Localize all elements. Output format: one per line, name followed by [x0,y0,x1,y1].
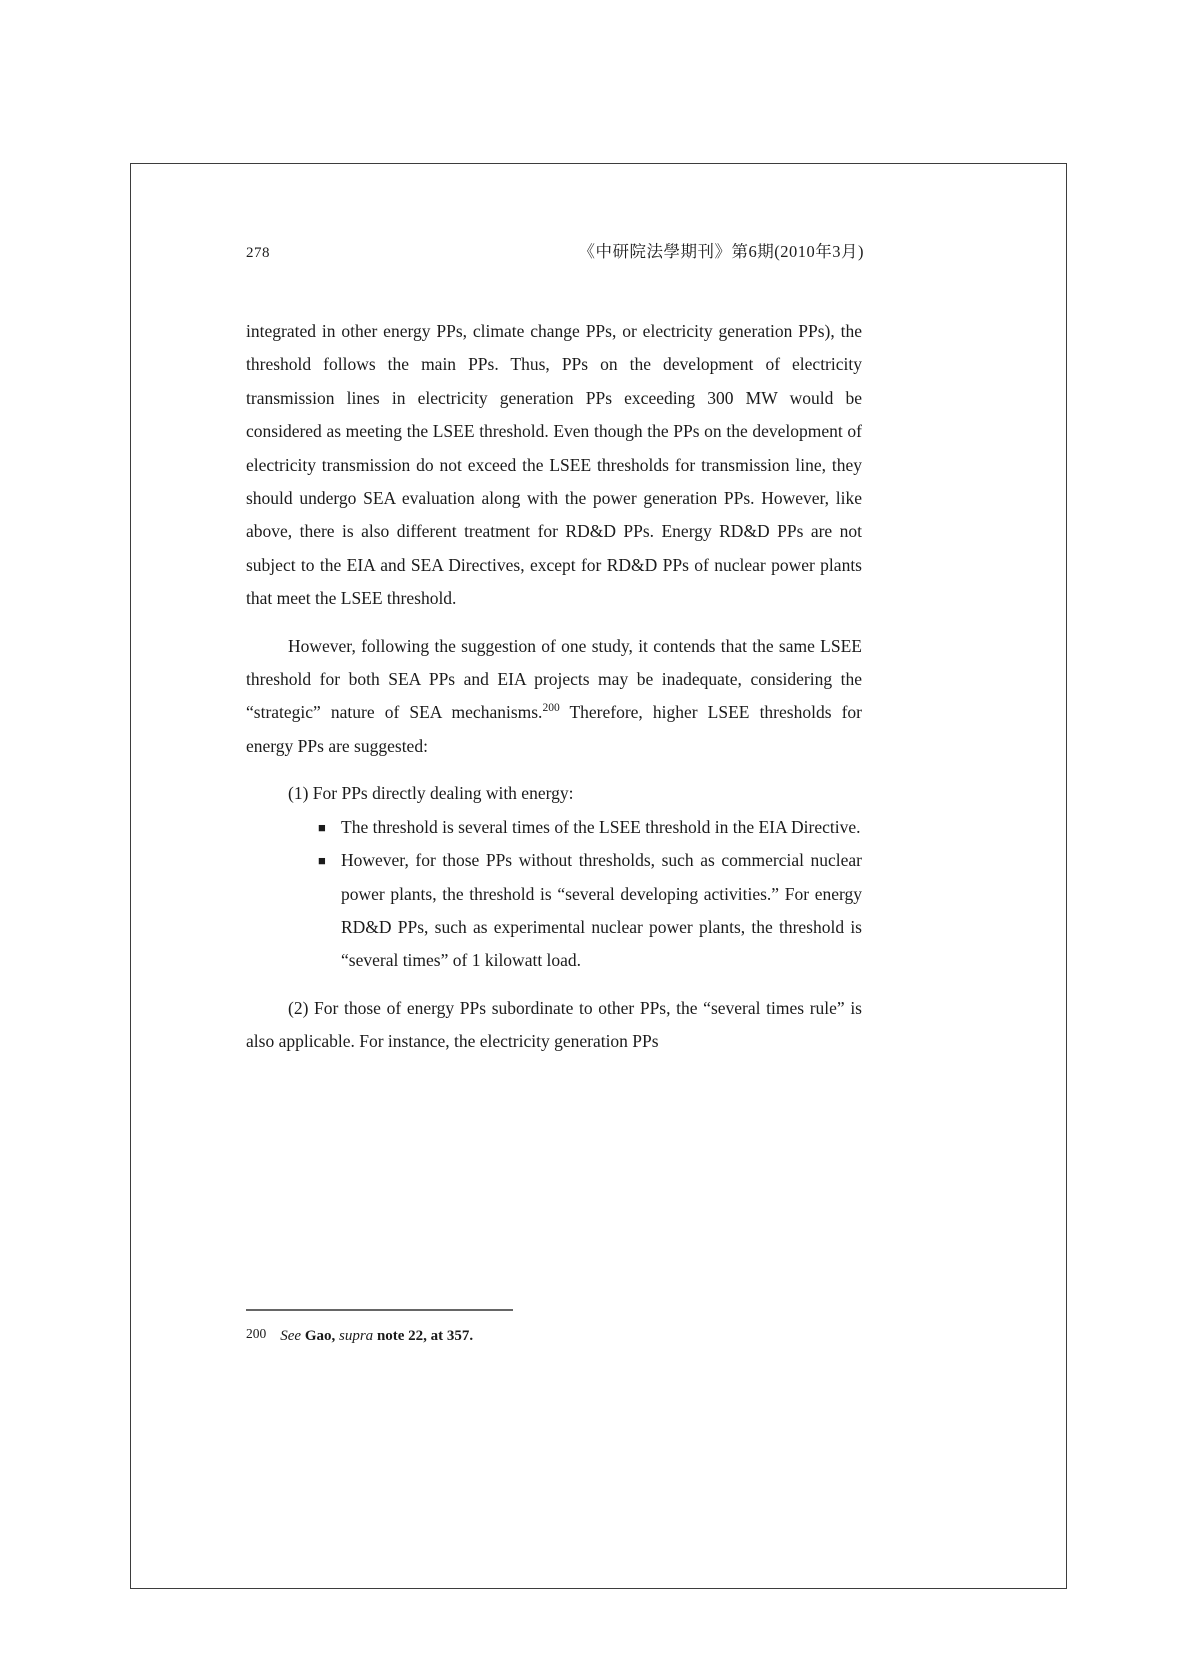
page-frame [130,163,1067,1589]
footnote-citation: note 22, at 357. [373,1328,474,1344]
para-suggestion-text: However, following the suggestion of one study, it contends that the same LSEE threshold for both SEA PPs and EIA projects may be inadequate, considering the “strategic” nature of SEA mechanisms. [246,635,862,723]
footnote-number: 200 [246,1326,267,1341]
bullet-text: The threshold is several times of the LSEE threshold in the EIA Directive. [341,816,861,837]
para-suggestion [246,630,862,764]
page-number: 278 [246,245,270,261]
footnote-supra: supra [339,1328,374,1344]
journal-title: 《中研院法學期刊》第6期(2010年3月) [578,242,864,261]
footnote-separator [246,1309,513,1311]
square-bullet-icon: ■ [318,819,326,835]
footnote-see: See [280,1328,302,1344]
footnote-author: Gao, [301,1328,339,1344]
para-continuation: integrated in other energy PPs, climate change PPs, or electricity generation PPs), the threshold follows the main PPs. Thus, PPs on the development of electricity transmission lines in electricity generation PPs exceeding 300 MW would be considered as meeting the LSEE threshold. Even though the PPs on the development of electricity transmission do not exceed the LSEE thresholds for transmission line, they should undergo SEA evaluation along with the power generation PPs. However, like above, there is also different treatment for RD&D PPs. Energy RD&D PPs are not subject to the EIA and SEA Directives, except for RD&D PPs of nuclear power plants that meet the LSEE threshold. [246,321,862,609]
footnote-ref-200: 200 [542,702,560,715]
para-suggestion-continued: Therefore, higher LSEE thresholds for energy PPs are suggested: [246,702,863,756]
body-text [246,315,862,1059]
bullet-item [318,811,862,844]
bullet-text: However, for those PPs without thresholds, such as commercial nuclear power plants, the threshold is “several developing activities.” For energy RD&D PPs, such as experimental nuclear power plants, the threshold is “several times” of 1 kilowatt load. [341,850,862,971]
footnote-section [246,1309,862,1347]
bullet-item [318,844,862,978]
para-item-2: (2) For those of energy PPs subordinate to other PPs, the “several times rule” is also applicable. For instance, the electricity generation PPs [246,997,862,1052]
list-item-1-heading: (1) For PPs directly dealing with energy: [288,783,574,804]
square-bullet-icon: ■ [318,853,326,869]
page-header [246,238,864,262]
footnote [246,1323,862,1347]
